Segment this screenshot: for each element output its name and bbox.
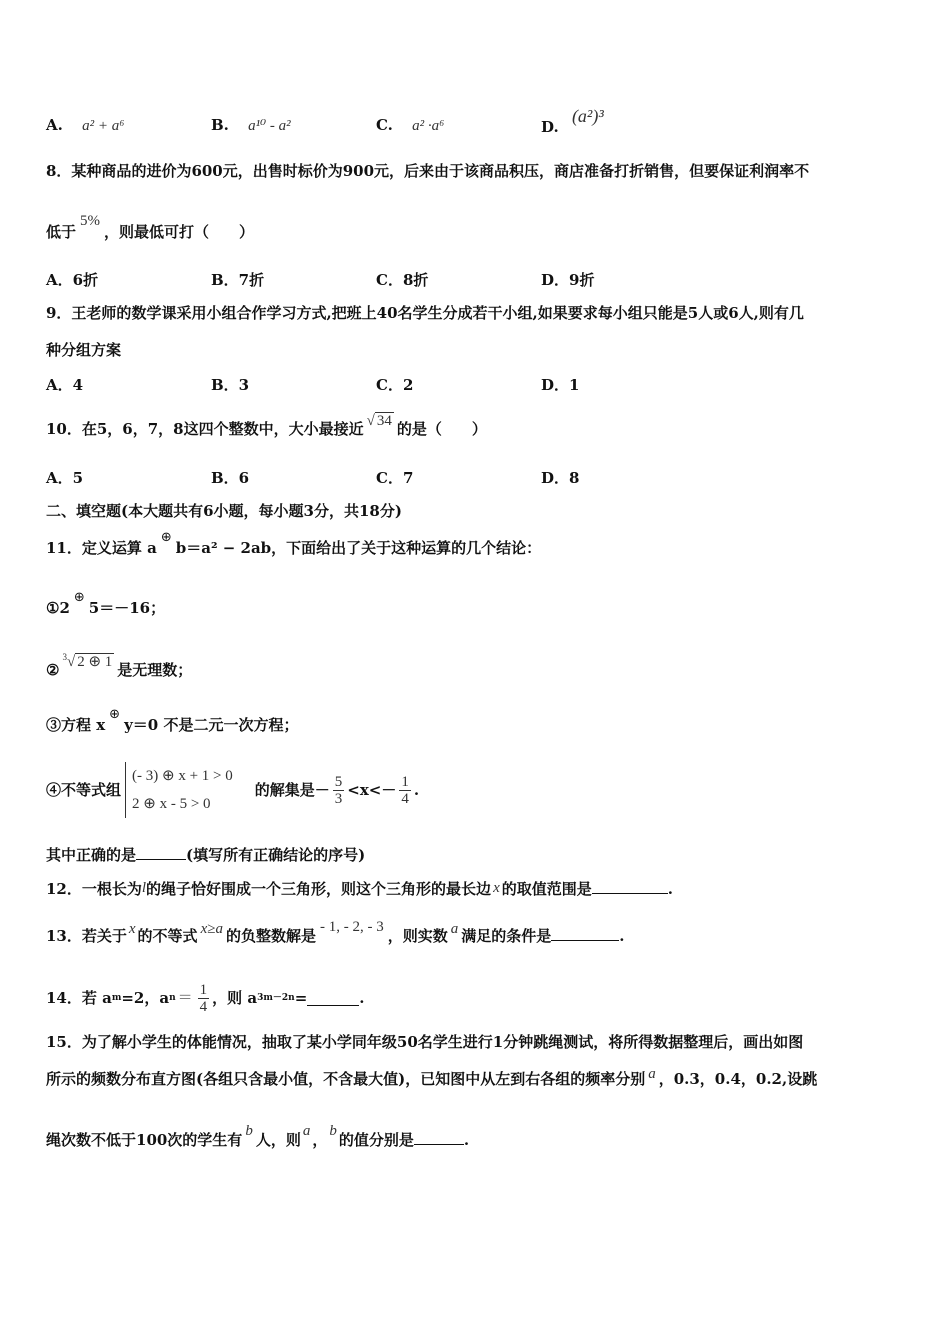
answer-blank[interactable] [136,845,186,860]
q15-stem-line1: 15．为了解小学生的体能情况，抽取了某小学同年级50名学生进行1分钟跳绳测试，将所得数据整理后，画出如图 [46,1033,804,1051]
q11-conclusion-2 [46,652,193,681]
option-label: C. [376,116,393,134]
exp-n: n [169,993,176,1003]
q10-radicand: 34 [376,413,392,429]
q9-stem-line1: 9．王老师的数学课采用小组合作学习方式,把班上40名学生分成若干小组,如果要求每小组只能是5人或6人,则有几 [46,304,804,322]
fraction-numerator: 1 [199,981,208,998]
q10-stem [46,413,487,440]
q7-option-c [376,116,444,135]
q11-conclusion-3 [46,707,299,737]
q10-option-c: C．7 [376,469,414,487]
q8-option-c: C．8折 [376,271,429,289]
q15-stem-line2 [46,1066,818,1090]
q9-option-a: A．4 [46,376,84,394]
fraction-numerator: 5 [334,773,343,790]
q13-mid3: ，则实数 [387,927,448,945]
q12-post: 的取值范围是 [501,880,592,898]
q8-text-post: ，则最低可打（ ） [104,223,255,241]
inequality-system [125,762,233,818]
q15-answer-blank[interactable] [414,1130,464,1145]
var-b: b [245,1123,253,1139]
c4-pre: ④不等式组 [46,781,122,799]
q8-stem-line1: 8．某种商品的进价为600元，出售时标价为900元，后来由于该商品积压，商店准备打折销售，但要保证利润率不 [46,162,810,180]
c4-mid: 的解集是－ [254,781,330,799]
q8-option-d: D．9折 [541,271,595,289]
inequality-line-1: (- 3) ⊕ x + 1 > 0 [132,768,233,784]
q10-option-b: B．6 [211,469,250,487]
fraction-denominator: 3 [334,790,343,807]
q14-end: . [359,989,365,1007]
q12-mid: 的绳子恰好围成一个三角形，则这个三角形的最长边 [146,880,492,898]
q8-option-a: A．6折 [46,271,99,289]
q13-stem [46,919,625,947]
q15-stem-line3 [46,1123,470,1151]
q7-option-a [46,116,124,135]
option-label: B. [211,116,229,134]
q11-intro [46,530,542,560]
equals: ＝ [177,990,193,1006]
q14-stem [46,978,365,1018]
c2-cube-root: $^3$√ 2 ⊕ 1 [62,652,113,670]
option-expression: a¹⁰ - a² [248,118,291,134]
option-label: D. [541,118,559,136]
fraction-1-4 [198,982,210,1015]
c1-pre: ①2 [46,599,70,617]
q11-conclusion-4 [46,760,419,820]
inequality-line-2: 2 ⊕ x - 5 > 0 [132,796,211,812]
oplus-symbol: ⊕ [160,530,172,545]
q15-end: . [463,1131,470,1149]
c3-post: y＝0 不是二元一次方程； [124,716,299,734]
fraction-numerator: 1 [401,773,409,790]
oplus-symbol: ⊕ [73,590,85,605]
q13-pre: 13．若关于 [46,927,127,945]
q14-post: = [294,989,308,1007]
option-expression: a² + a⁶ [82,118,125,134]
q11-answer-line [46,845,365,865]
negative-solutions: - 1, - 2, - 3 [319,919,384,935]
q14-mid1: =2，a [121,989,170,1007]
q8-option-b: B．7折 [211,271,265,289]
section-2-heading: 二、填空题(本大题共有6小题，每小题3分，共18分) [46,502,402,520]
q15-line2-post: ，0.3，0.4，0.2,设跳 [658,1070,818,1088]
q11-intro-post: b＝a² − 2ab，下面给出了关于这种运算的几个结论： [175,539,542,557]
q12-end: . [667,880,673,898]
q10-text-pre: 10．在5，6，7，8这四个整数中，大小最接近 [46,420,364,438]
answer-label: 其中正确的是 [46,846,137,864]
q15-line2-pre: 所示的频数分布直方图(各组只含最小值，不含最大值)，已知图中从左到右各组的频率分别 [46,1070,646,1088]
c4-end: . [413,781,420,799]
c2-pre: ② [46,661,60,679]
q9-option-c: C．2 [376,376,414,394]
option-expression: a² ·a⁶ [412,118,445,134]
q8-percent: 5% [80,213,101,229]
q8-text-pre: 低于 [46,223,77,241]
var-x: x [128,921,136,937]
root-index: 3 [62,652,67,662]
q14-mid2: ，则 a [212,989,258,1007]
oplus-symbol: ⊕ [109,707,121,722]
q14-answer-blank[interactable] [307,991,359,1006]
exp-m: m [111,993,122,1003]
inequality: x≥a [200,921,223,937]
q14-pre: 14．若 a [46,989,112,1007]
fraction-5-3 [333,774,345,807]
var-a: a [450,921,459,937]
q13-mid2: 的负整数解是 [225,927,316,945]
c4-lt: <x<－ [347,781,397,799]
q12-pre: 12．一根长为 [46,880,142,898]
c2-post: 是无理数； [117,661,193,679]
q10-option-a: A．5 [46,469,84,487]
q9-stem-line2: 种分组方案 [46,341,122,359]
q12-stem [46,879,673,900]
q7-option-b [211,116,291,135]
option-label: A. [46,116,63,134]
q15-line3-post: 的值分别是 [338,1131,414,1149]
q9-option-b: B．3 [211,376,250,394]
q15-line3-pre: 绳次数不低于100次的学生有 [46,1131,243,1149]
q11-intro-pre: 11．定义运算 a [46,539,157,557]
var-l: l [141,880,147,896]
q13-post: 满足的条件是 [461,927,552,945]
q13-answer-blank[interactable] [551,926,619,941]
q12-answer-blank[interactable] [592,879,668,894]
fraction-denominator: 4 [199,998,208,1015]
q7-option-d [541,106,604,136]
var-b: b [329,1123,337,1139]
exp-3m-2n: 3m－2n [257,993,295,1003]
var-a: a [648,1066,656,1082]
var-a: a [302,1123,311,1139]
q15-comma: ， [312,1131,328,1149]
c3-pre: ③方程 x [46,716,106,734]
q10-sqrt: √ 34 [366,413,392,429]
c2-radicand: 2 ⊕ 1 [77,654,113,670]
q11-conclusion-1 [46,590,166,620]
c1-post: 5＝－16； [88,599,166,617]
fraction-denominator: 4 [401,790,409,807]
q8-stem-line2 [46,213,255,243]
var-x: x [493,880,500,896]
q13-mid1: 的不等式 [137,927,198,945]
option-expression: (a²)³ [571,106,604,126]
q15-line3-mid: 人，则 [255,1131,301,1149]
q9-option-d: D．1 [541,376,580,394]
fraction-1-4 [399,774,411,807]
q13-end: . [619,927,625,945]
answer-note: (填写所有正确结论的序号) [186,846,366,864]
q10-option-d: D．8 [541,469,580,487]
q10-text-post: 的是（ ） [396,420,487,438]
